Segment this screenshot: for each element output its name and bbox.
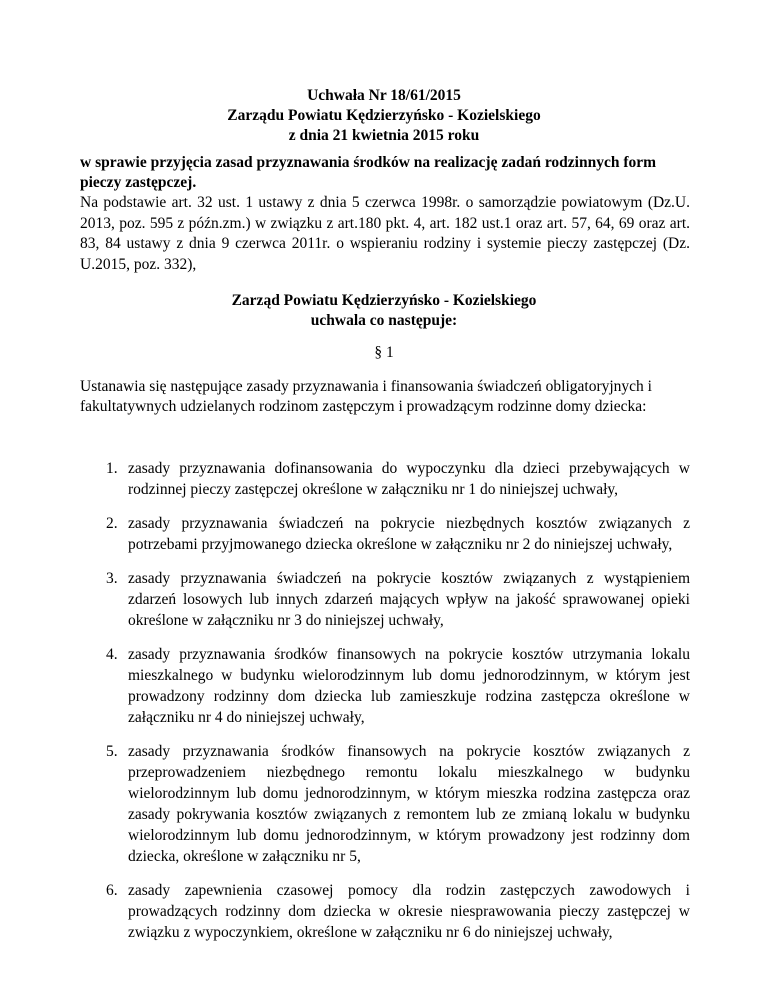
issuing-body: Zarządu Powiatu Kędzierzyńsko - Kozielskiego (227, 107, 541, 124)
list-item-text: zasady przyznawania świadczeń na pokrycie kosztów związanych z wystąpieniem zdarzeń losowych lub innych zdarzeń mających wpływ na jakość sprawowanej opieki określone w załączniku nr 3 do niniejszej uchwały, (128, 570, 690, 629)
list-item-text: zasady przyznawania środków finansowych na pokrycie kosztów związanych z przeprowadzeniem niezbędnego remontu lokalu mieszkalnego w budynku wielorodzinnym lub domu jednorodzinnym, w którym mieszka rodzina zastępcza oraz zasady pokrywania kosztów związanych z remontem lub ze zmianą lokalu w budynku wielorodzinnym lub domu jednorodzinnym, w którym prowadzony jest rodzinny dom dziecka, określone w załączniku nr 5, (128, 743, 690, 865)
section-marker: § 1 (374, 344, 394, 361)
list-item (80, 741, 690, 867)
list-item-text: zasady przyznawania dofinansowania do wypoczynku dla dzieci przebywających w rodzinnej pieczy zastępczej określone w załączniku nr 1 do niniejszej uchwały, (128, 460, 690, 498)
list-item-number: 1. (106, 460, 118, 477)
list-item-number: 3. (106, 570, 118, 587)
list-item-text: zasady przyznawania środków finansowych na pokrycie kosztów utrzymania lokalu mieszkalnego w budynku wielorodzinnym lub domu jednorodzinnym, w którym jest prowadzony rodzinny dom dziecka lub zamieszkuje rodzina zastępcza określone w załączniku nr 4 do niniejszej uchwały, (128, 646, 690, 726)
board-name: Zarząd Powiatu Kędzierzyńsko - Kozielskiego (231, 292, 537, 309)
list-item-text: zasady przyznawania świadczeń na pokrycie niezbędnych kosztów związanych z potrzebami przyjmowanego dziecka określone w załączniku nr 2 do niniejszej uchwały, (128, 515, 690, 553)
board-resolves (0, 291, 768, 331)
resolution-header (0, 86, 768, 146)
list-item-number: 2. (106, 515, 118, 532)
list-item (80, 644, 690, 728)
resolves-clause: uchwala co następuje: (310, 312, 458, 329)
list-item-number: 5. (106, 743, 118, 760)
list-item (80, 513, 690, 555)
list-item (80, 880, 690, 943)
list-item-number: 6. (106, 882, 118, 899)
section-intro: Ustanawia się następujące zasady przyznawania i finansowania świadczeń obligatoryjnych i fakultatywnych udzielanych rodzinom zastępczym i prowadzącym rodzinne domy dziecka: (80, 378, 652, 415)
resolution-date: z dnia 21 kwietnia 2015 roku (288, 127, 480, 144)
list-item (80, 458, 690, 500)
list-item-number: 4. (106, 646, 118, 663)
list-item-text: zasady zapewnienia czasowej pomocy dla rodzin zastępczych zawodowych i prowadzących rodzinny dom dziecka w okresie niesprawowania pieczy zastępczej w związku z wypoczynkiem, określone w załączniku nr 6 do niniejszej uchwały, (128, 882, 690, 941)
resolution-number: Uchwała Nr 18/61/2015 (307, 87, 461, 104)
resolution-subject: w sprawie przyjęcia zasad przyznawania środków na realizację zadań rodzinnych form pieczy zastępczej. (80, 154, 657, 191)
legal-basis: Na podstawie art. 32 ust. 1 ustawy z dnia 5 czerwca 1998r. o samorządzie powiatowym (Dz.U. 2013, poz. 595 z późn.zm.) w związku z art.180 pkt. 4, art. 182 ust.1 oraz art. 57, 64, 69 oraz art. 83, 84 ustawy z dnia 9 czerwca 2011r. o wspieraniu rodziny i systemie pieczy zastępczej (Dz. U.2015, poz. 332), (80, 194, 690, 273)
rules-list (80, 458, 690, 956)
list-item (80, 568, 690, 631)
